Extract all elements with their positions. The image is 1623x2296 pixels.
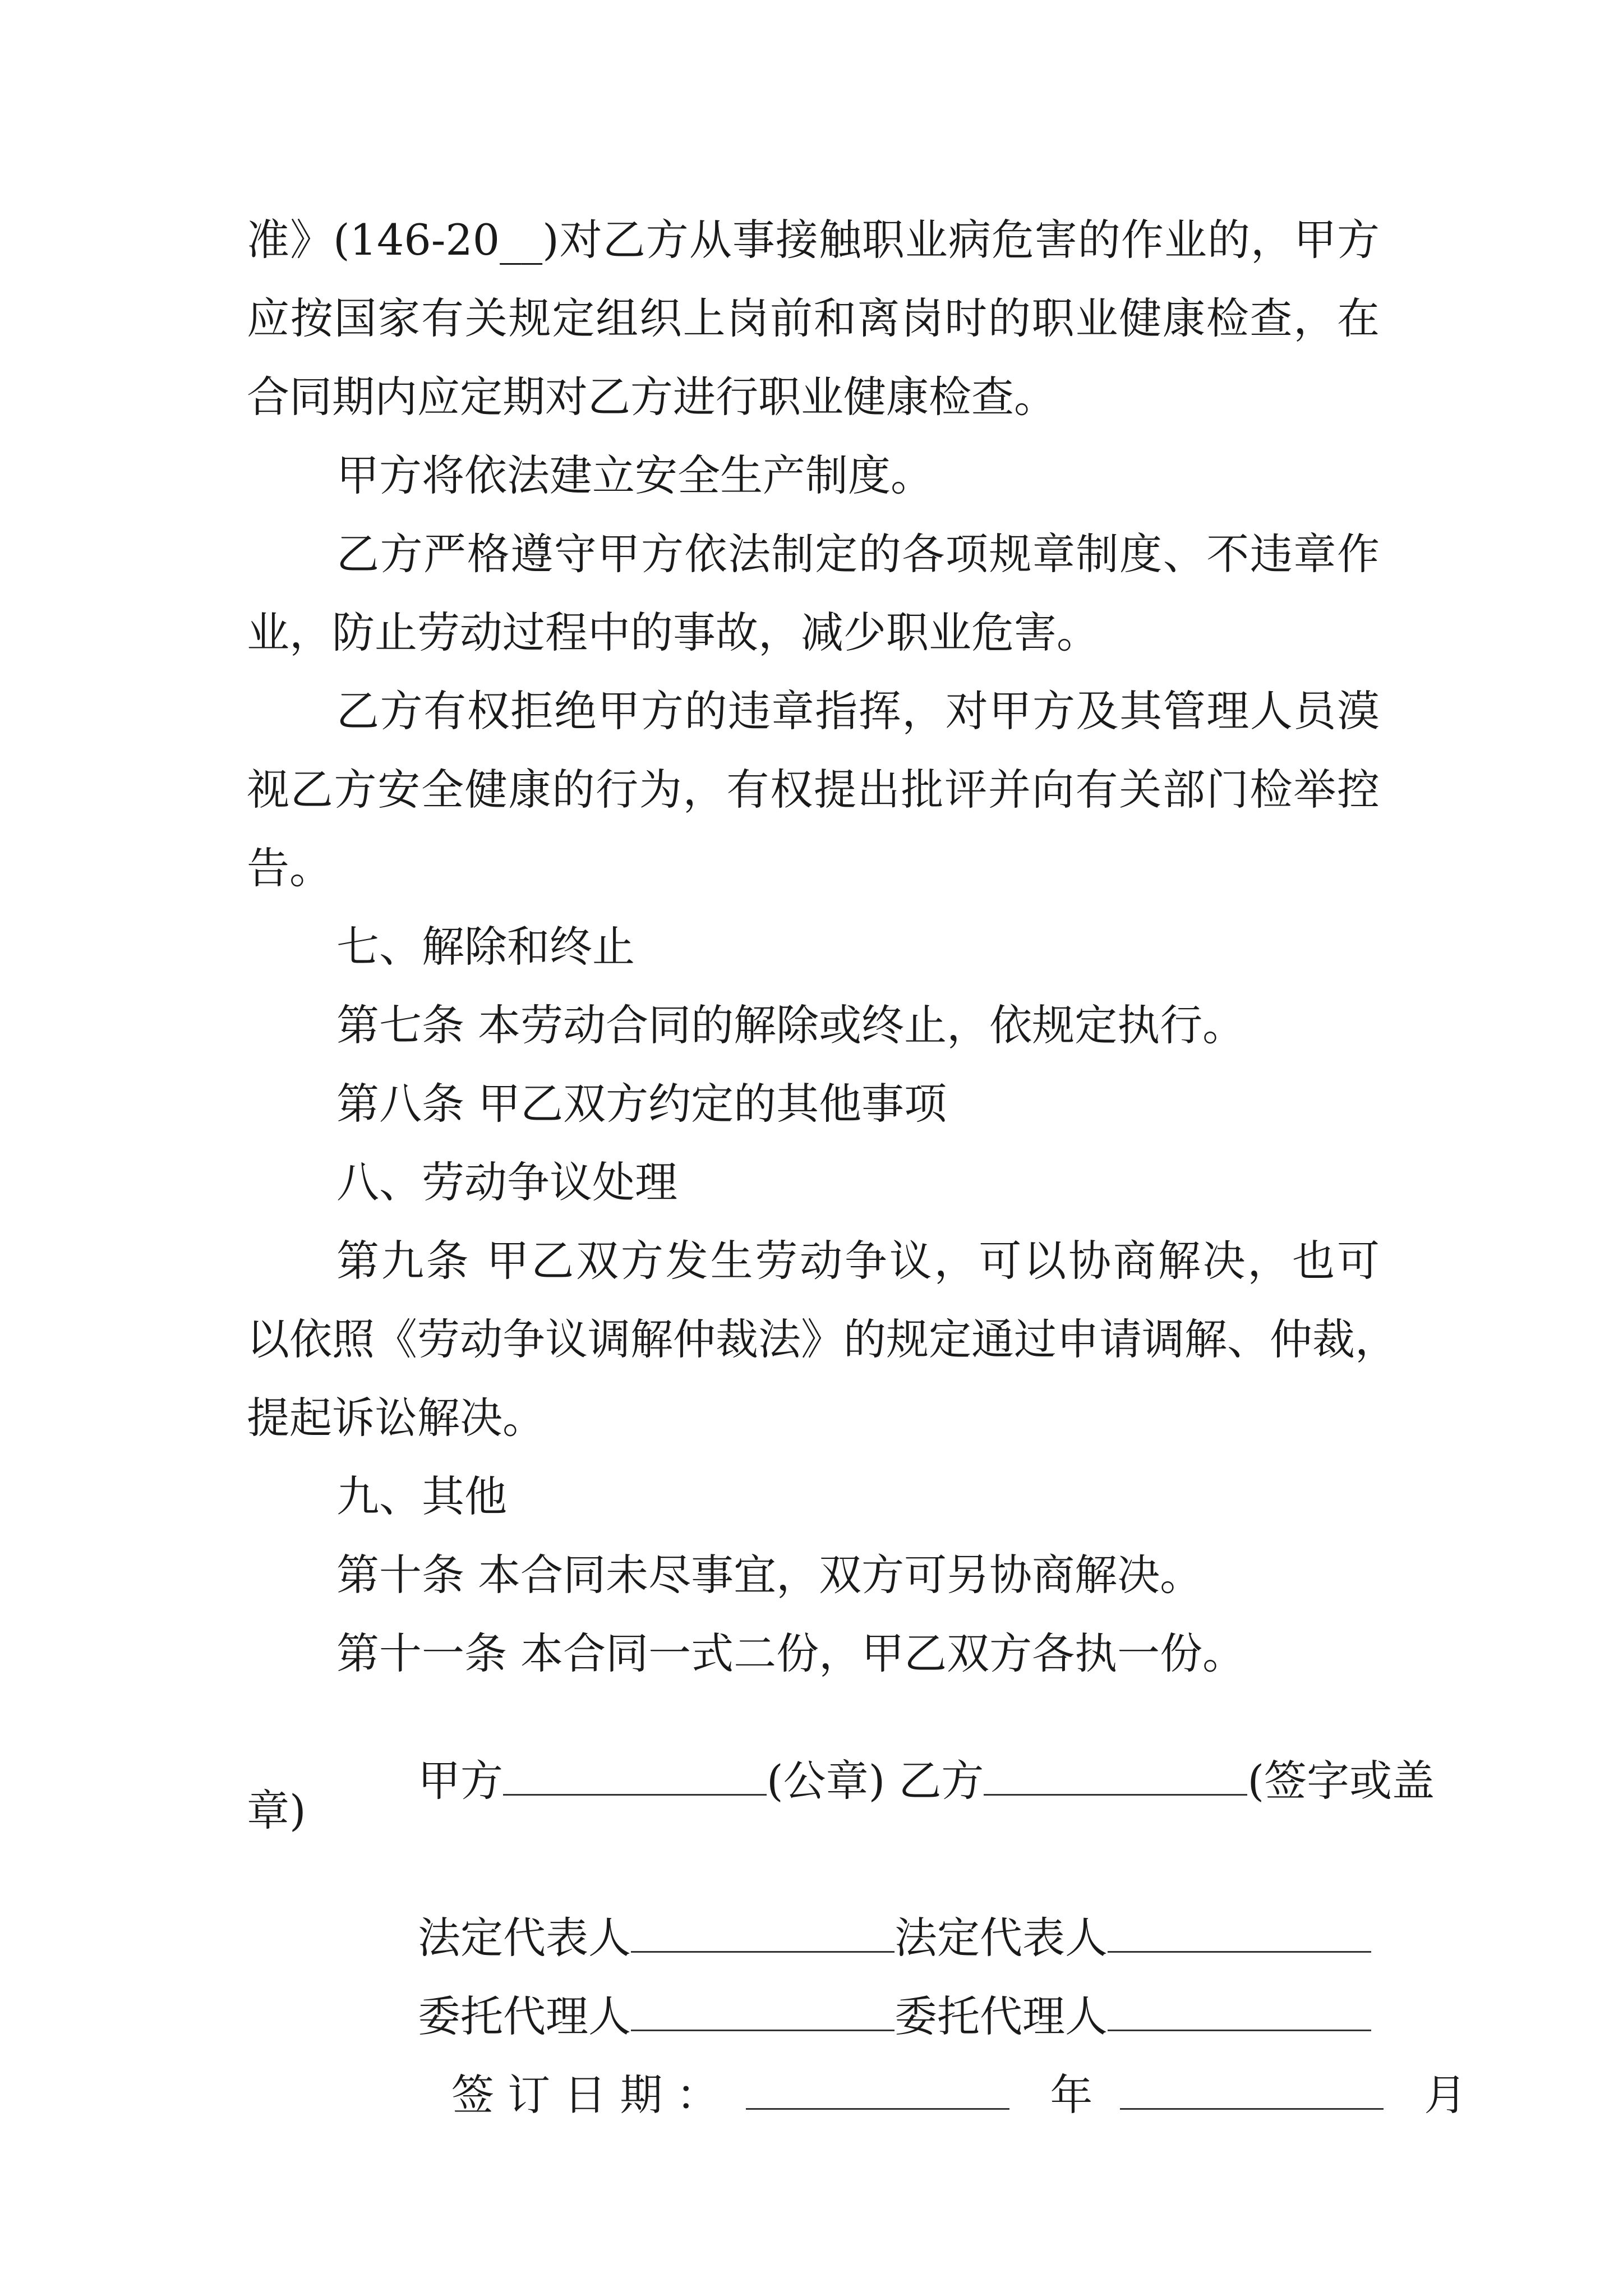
party-b-seal: (签字或盖 [1247,1756,1435,1806]
article-text: 以依照《劳动争议调解仲裁法》的规定通过申请调解、仲裁， [247,1314,1398,1364]
party-b-label: 乙方 [898,1756,984,1806]
date-row [370,2025,1467,2159]
paragraph-line: 乙方有权拒绝甲方的违章指挥，对甲方及其管理人员漠 [336,686,1380,736]
section-heading: 七、解除和终止 [336,922,635,972]
party-a-label: 甲方 [417,1756,503,1806]
article-text: 提起诉讼解决。 [247,1393,545,1443]
party-a-blank[interactable] [503,1754,767,1796]
paragraph-line: 合同期内应定期对乙方进行职业健康检查。 [247,372,1057,422]
date-blank-year[interactable] [746,2068,1009,2110]
paragraph-line: 业，防止劳动过程中的事故，减少职业危害。 [247,608,1099,657]
month-label: 月 [1424,2070,1467,2120]
date-blank-month[interactable] [1120,2068,1384,2110]
party-a-seal: (公章) [766,1756,886,1806]
year-label: 年 [1050,2070,1093,2120]
article-text: 第九条 甲乙双方发生劳动争议，可以协商解决，也可 [336,1236,1380,1286]
agent-b-label: 委托代理人 [894,1991,1108,2041]
article-text: 第八条 甲乙双方约定的其他事项 [336,1079,947,1129]
legal-rep-b-label: 法定代表人 [894,1913,1108,1963]
article-text: 第七条 本劳动合同的解除或终止，依规定执行。 [336,1000,1246,1050]
paragraph-line: 乙方严格遵守甲方依法制定的各项规章制度、不违章作 [336,529,1380,579]
party-row [336,1711,1435,1845]
section-heading: 八、劳动争议处理 [336,1157,677,1207]
section-heading: 九、其他 [336,1471,507,1521]
date-label: 签 订 日 期 ： [451,2070,719,2120]
paragraph-line: 准》(146-20__)对乙方从事接触职业病危害的作业的，甲方 [247,215,1380,265]
article-text: 第十一条 本合同一式二份，甲乙双方各执一份。 [336,1628,1246,1678]
agent-a-label: 委托代理人 [417,1991,631,2041]
party-b-blank[interactable] [984,1754,1247,1796]
party-b-seal-continued: 章) [247,1786,306,1835]
article-text: 第十条 本合同未尽事宜，双方可另协商解决。 [336,1550,1203,1600]
legal-rep-a-label: 法定代表人 [417,1913,631,1963]
paragraph-line: 视乙方安全健康的行为，有权提出批评并向有关部门检举控 [247,765,1380,815]
paragraph-line: 应按国家有关规定组织上岗前和离岗时的职业健康检查，在 [247,293,1380,343]
paragraph-line: 告。 [247,843,332,893]
paragraph-line: 甲方将依法建立安全生产制度。 [336,450,933,500]
